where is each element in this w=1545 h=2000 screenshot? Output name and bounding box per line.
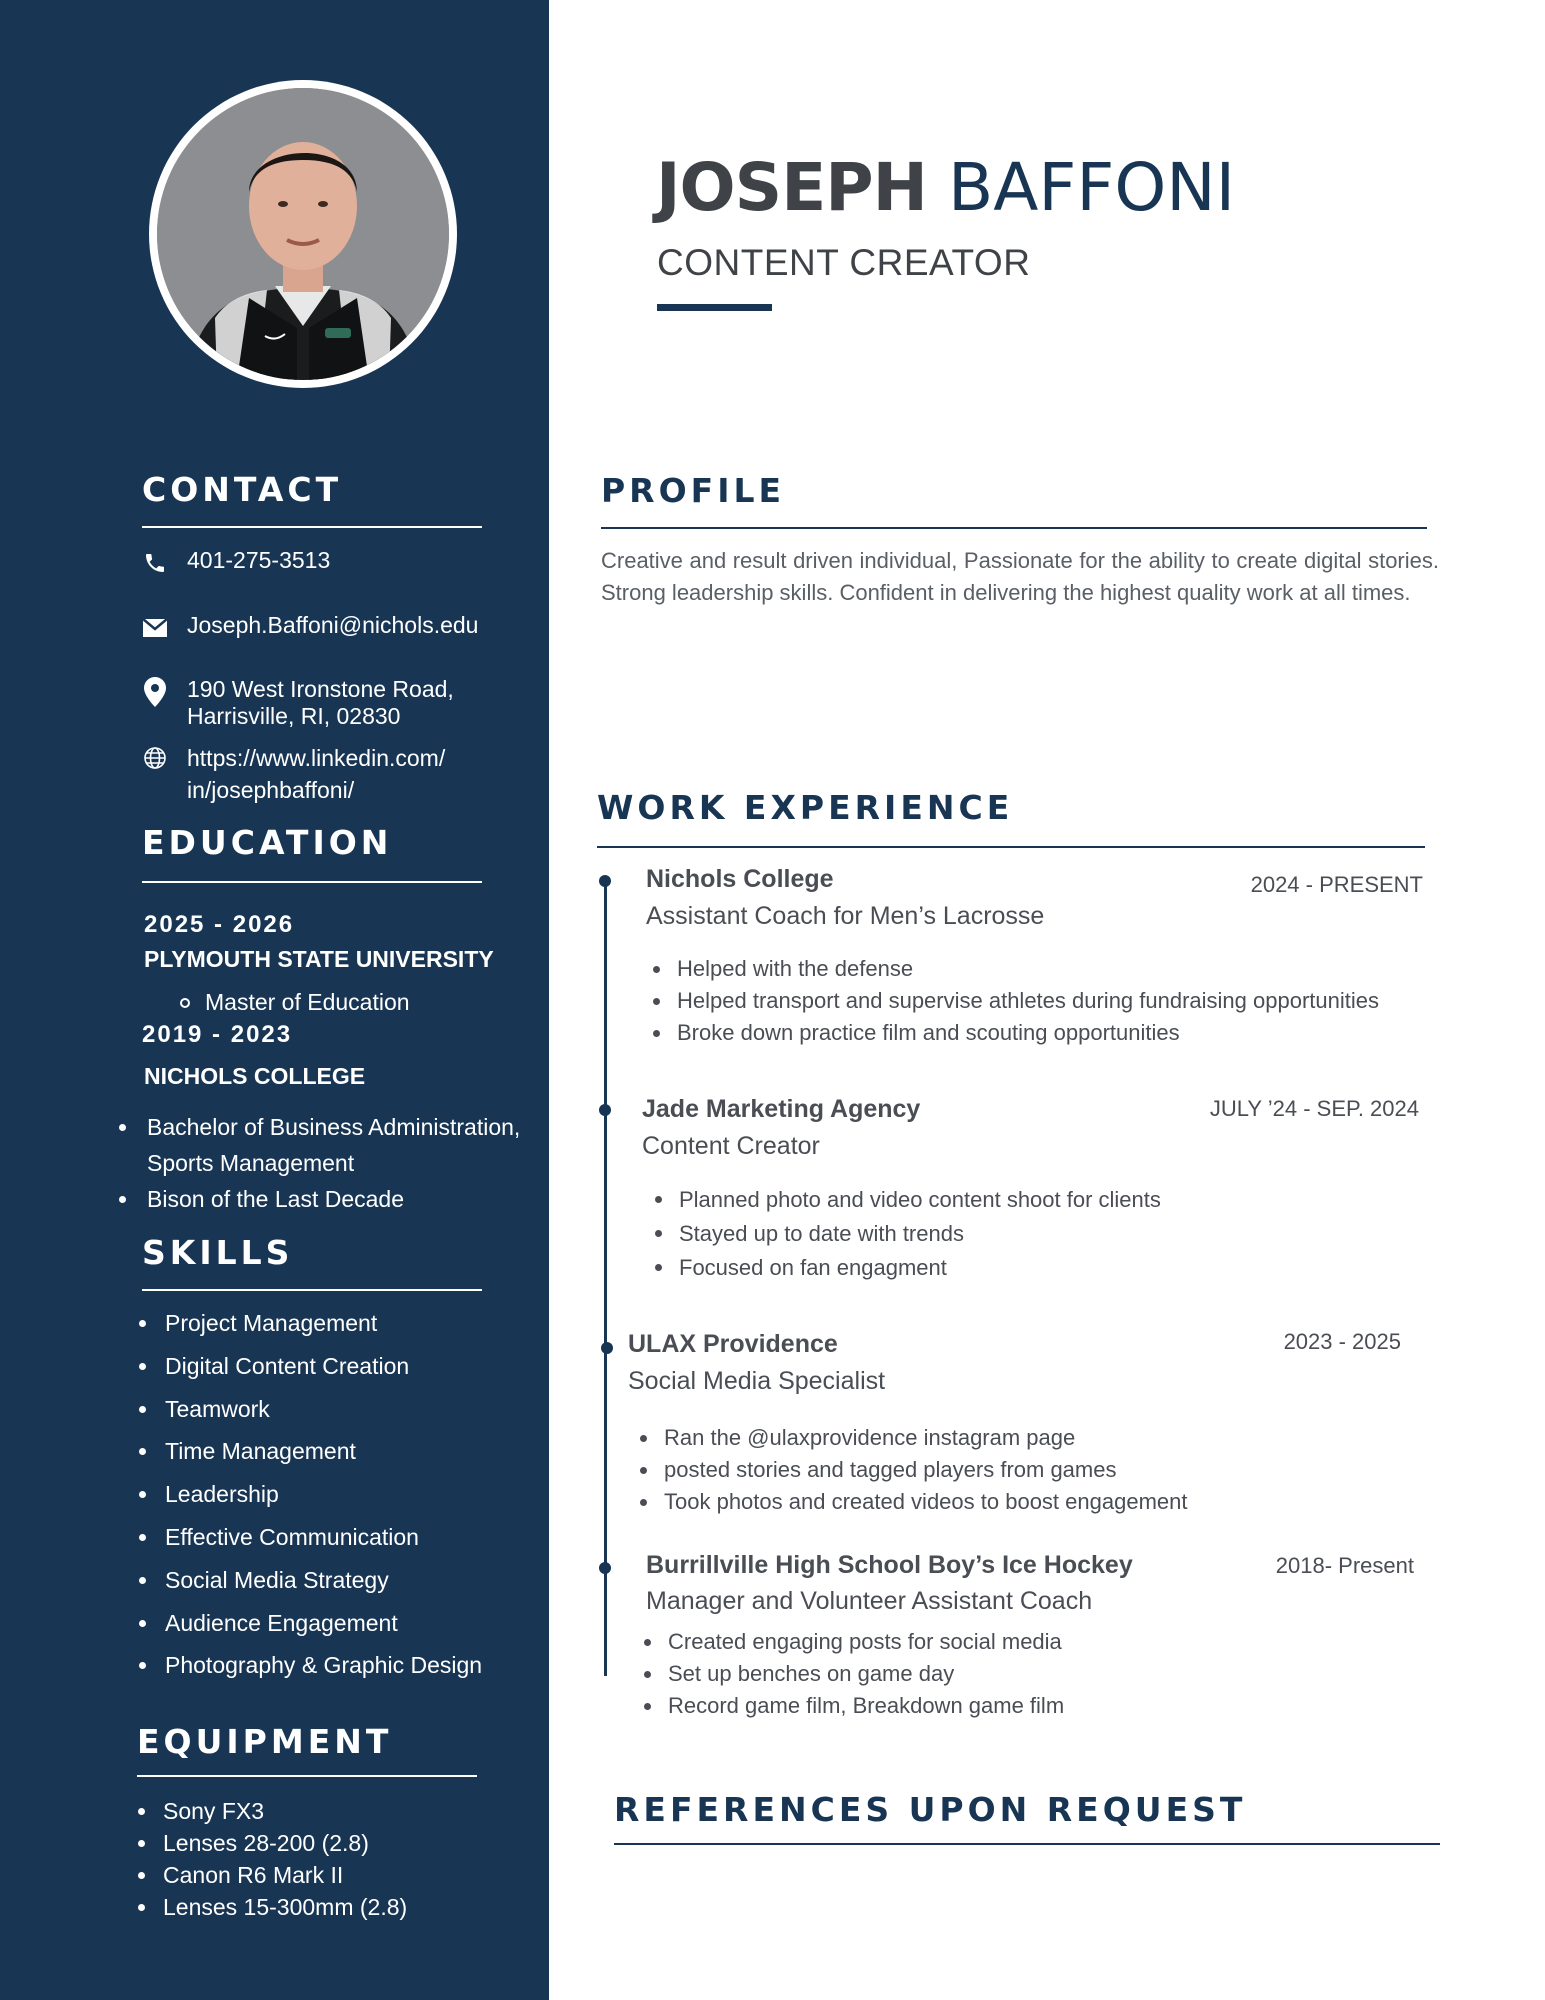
- education-2-item: [147, 1109, 520, 1181]
- job-4-company: Burrillville High School Boy’s Ice Hockey: [646, 1551, 1133, 1579]
- job-bullet: Stayed up to date with trends: [679, 1217, 1161, 1251]
- education-divider: [142, 881, 482, 883]
- skill-item: Photography & Graphic Design: [165, 1644, 482, 1687]
- profile-heading: PROFILE: [601, 471, 786, 510]
- education-2-items: [147, 1109, 520, 1217]
- job-3-company: ULAX Providence: [628, 1330, 838, 1358]
- job-1-role: Assistant Coach for Men’s Lacrosse: [646, 902, 1045, 930]
- last-name: BAFFONI: [948, 149, 1236, 226]
- work-experience-divider: [597, 846, 1425, 848]
- email-link[interactable]: Joseph.Baffoni@nichols.edu: [187, 612, 479, 638]
- experience-timeline: [604, 878, 607, 1676]
- job-2-company: Jade Marketing Agency: [642, 1095, 921, 1123]
- work-experience-heading: WORK EXPERIENCE: [597, 788, 1014, 827]
- job-bullet: Took photos and created videos to boost engagement: [664, 1486, 1187, 1518]
- equipment-heading: EQUIPMENT: [137, 1722, 393, 1761]
- job-2-role: Content Creator: [642, 1132, 820, 1160]
- contact-divider: [142, 526, 482, 528]
- job-bullet: Helped transport and supervise athletes during fundraising opportunities: [677, 985, 1379, 1017]
- phone-number[interactable]: 401-275-3513: [187, 547, 331, 573]
- education-1-years: 2025 - 2026: [144, 911, 295, 938]
- profile-photo: [149, 80, 457, 388]
- address-line-1: 190 West Ironstone Road,: [187, 676, 454, 702]
- contact-linkedin: [140, 742, 445, 806]
- job-1-bullets: [677, 953, 1379, 1049]
- timeline-dot: [599, 1104, 611, 1116]
- skill-item: Digital Content Creation: [165, 1345, 482, 1388]
- profile-divider: [601, 527, 1427, 529]
- contact-email: [140, 612, 478, 643]
- equipment-item: Lenses 15-300mm (2.8): [163, 1891, 407, 1923]
- job-1-dates: 2024 - PRESENT: [1250, 872, 1423, 897]
- job-1-company: Nichols College: [646, 865, 834, 893]
- timeline-dot: [601, 1342, 613, 1354]
- job-4-bullets: [668, 1626, 1064, 1722]
- sidebar: [0, 0, 549, 2000]
- skill-item: Social Media Strategy: [165, 1559, 482, 1602]
- address: [187, 676, 454, 730]
- contact-phone: [140, 547, 330, 578]
- job-4-role: Manager and Volunteer Assistant Coach: [646, 1587, 1093, 1615]
- job-bullet: Record game film, Breakdown game film: [668, 1690, 1064, 1722]
- job-3-role: Social Media Specialist: [628, 1367, 886, 1395]
- skill-item: Teamwork: [165, 1388, 482, 1431]
- job-bullet: Focused on fan engagment: [679, 1251, 1161, 1285]
- education-2-item-line-2: Sports Management: [147, 1150, 355, 1176]
- education-2-years: 2019 - 2023: [142, 1021, 293, 1048]
- job-3-dates: 2023 - 2025: [1283, 1329, 1401, 1354]
- equipment-item: Canon R6 Mark II: [163, 1859, 407, 1891]
- job-bullet: Created engaging posts for social media: [668, 1626, 1064, 1658]
- education-2-item-line-1: Bachelor of Business Administration,: [147, 1114, 521, 1140]
- phone-icon: [140, 548, 170, 578]
- envelope-icon: [140, 613, 170, 643]
- skill-item: Audience Engagement: [165, 1602, 482, 1645]
- education-1-item: Master of Education: [205, 989, 410, 1015]
- education-heading: EDUCATION: [142, 823, 393, 862]
- equipment-divider: [137, 1775, 477, 1777]
- job-bullet: Broke down practice film and scouting opportunities: [677, 1017, 1379, 1049]
- education-1-school: PLYMOUTH STATE UNIVERSITY: [144, 946, 494, 972]
- profile-text: Creative and result driven individual, Passionate for the ability to create digital stories. Strong leadership skills. Confident in delivering the highest quality work at all times.: [601, 548, 1439, 605]
- job-4-dates: 2018- Present: [1275, 1553, 1414, 1578]
- skills-list: [165, 1302, 482, 1687]
- title-accent-bar: [657, 304, 772, 311]
- references-divider: [614, 1843, 1440, 1845]
- skills-heading: SKILLS: [142, 1233, 294, 1272]
- education-1-items: [205, 987, 410, 1017]
- linkedin-link[interactable]: [187, 742, 445, 806]
- skill-item: Effective Communication: [165, 1516, 482, 1559]
- timeline-dot: [599, 1562, 611, 1574]
- references-heading: REFERENCES UPON REQUEST: [614, 1790, 1247, 1829]
- job-2-bullets: [679, 1183, 1161, 1285]
- job-bullet: posted stories and tagged players from games: [664, 1454, 1187, 1486]
- job-bullet: Ran the @ulaxprovidence instagram page: [664, 1422, 1187, 1454]
- education-2-item: Bison of the Last Decade: [147, 1181, 520, 1217]
- skill-item: Project Management: [165, 1302, 482, 1345]
- equipment-list: [163, 1795, 407, 1923]
- contact-heading: CONTACT: [142, 470, 343, 509]
- globe-icon: [140, 743, 170, 773]
- job-bullet: Planned photo and video content shoot for clients: [679, 1183, 1161, 1217]
- job-bullet: Set up benches on game day: [668, 1658, 1064, 1690]
- location-pin-icon: [140, 677, 170, 707]
- timeline-dot: [599, 875, 611, 887]
- job-bullet: Helped with the defense: [677, 953, 1379, 985]
- skill-item: Time Management: [165, 1430, 482, 1473]
- job-2-dates: JULY ’24 - SEP. 2024: [1209, 1096, 1419, 1121]
- linkedin-line-1: https://www.linkedin.com/: [187, 745, 446, 771]
- linkedin-line-2: in/josephbaffoni/: [187, 777, 355, 803]
- first-name: JOSEPH: [656, 149, 927, 226]
- job-title: CONTENT CREATOR: [657, 242, 1031, 283]
- equipment-item: Sony FX3: [163, 1795, 407, 1827]
- address-line-2: Harrisville, RI, 02830: [187, 703, 401, 729]
- education-2-school: NICHOLS COLLEGE: [144, 1063, 366, 1089]
- skill-item: Leadership: [165, 1473, 482, 1516]
- equipment-item: Lenses 28-200 (2.8): [163, 1827, 407, 1859]
- skills-divider: [142, 1289, 482, 1291]
- job-3-bullets: [664, 1422, 1187, 1518]
- contact-address: [140, 676, 454, 730]
